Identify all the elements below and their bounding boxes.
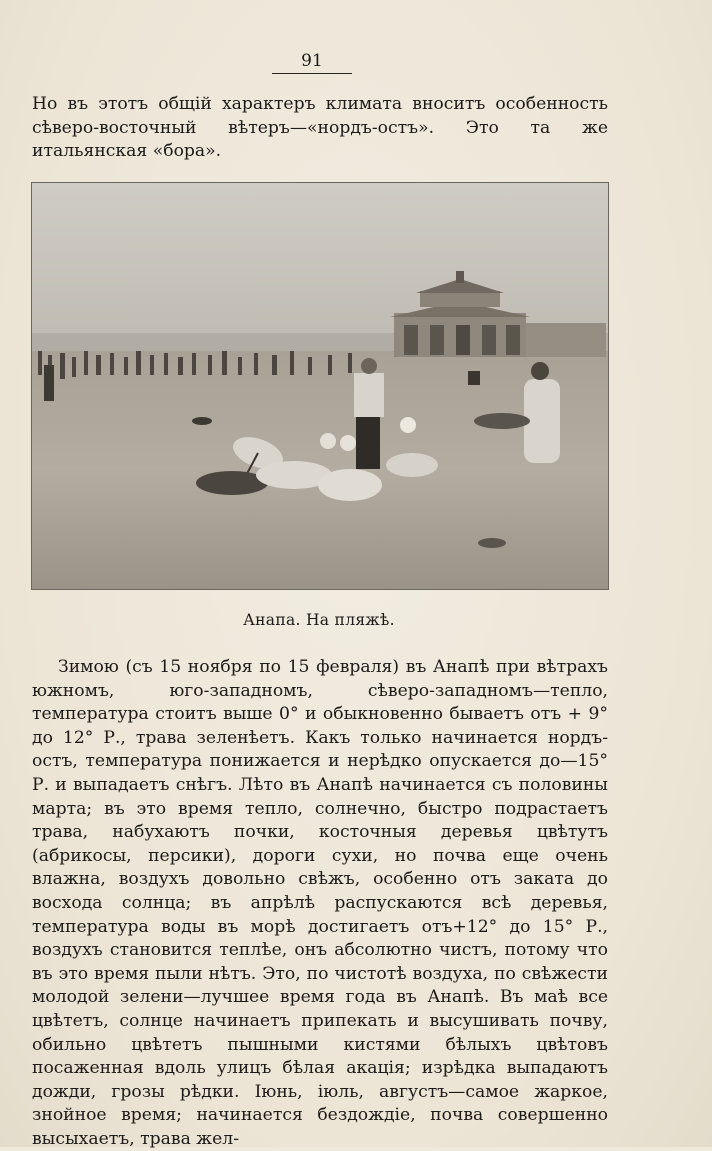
- beach-photograph: [31, 182, 609, 590]
- dog: [192, 417, 212, 425]
- figure-caption: Анапа. На пляжѣ.: [243, 611, 395, 629]
- paragraph-intro: [32, 93, 608, 164]
- dark-crate: [468, 371, 480, 385]
- paragraph-main-text: Зимою (съ 15 ноября по 15 февраля) въ Анапѣ при вѣтрахъ южномъ, юго-западномъ, сѣверо-западномъ—тепло, температура стоитъ выше 0° и обыкновенно бываетъ отъ + 9° до 12° Р., трава зеленѣетъ. Какъ только начинается нордъ-остъ, температура понижается и нерѣдко опускается до—15° Р. и выпадаетъ снѣгъ. Лѣто въ Анапѣ начинается съ половины марта; въ это время тепло, солнечно, быстро подрастаетъ трава, набухаютъ почки, косточныя деревья цвѣтутъ (абрикосы, персики), дороги сухи, но почва еще очень влажна, воздухъ довольно свѣжъ, особенно отъ заката до восхода солнца; въ апрѣлѣ распускаются всѣ деревья, температура воды въ морѣ достигаетъ отъ+12° до 15° Р., воздухъ становится теплѣе, онъ абсолютно чистъ, потому что въ это время пыли нѣтъ. Это, по чистотѣ воздуха, по свѣжести молодой зелени—лучшее время года въ Анапѣ. Въ маѣ все цвѣтетъ, солнце начинаетъ припекать и высушивать почву, обильно цвѣтетъ пышными кистями бѣлыхъ цвѣтовъ посаженная вдоль улицъ бѣлая акація; изрѣдка выпадаютъ дожди, грозы рѣдки. Іюнь, іюль, августъ—самое жаркое, знойное время; начинается бездождіе, почва совершенно высыхаетъ, трава жел-: [32, 657, 608, 1149]
- sand-object: [478, 538, 506, 548]
- page-number: 91: [301, 51, 323, 71]
- beach-photo-drawing: [32, 183, 608, 589]
- paragraph-main: [32, 656, 608, 1151]
- standing-man: [354, 358, 384, 469]
- reclining-figure: [474, 413, 530, 429]
- page-number-rule: [272, 73, 352, 74]
- paragraph-intro-text: Но въ этотъ общій характеръ климата вноситъ особенность сѣверо-восточный вѣтеръ—«нордъ-остъ». Это та же итальянская «бора».: [32, 94, 608, 162]
